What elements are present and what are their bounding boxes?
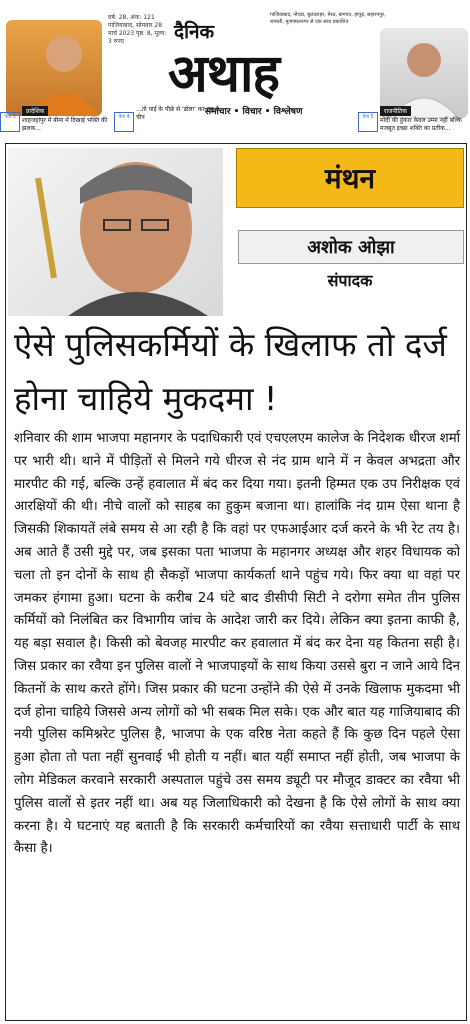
article-headline: ऐसे पुलिसकर्मियों के खिलाफ तो दर्ज होना चाहिये मुकदमा ! — [14, 325, 447, 418]
page-ref: पेज 4 — [114, 112, 134, 132]
teaser-tag: प्रादेशिक — [22, 106, 48, 116]
edition-meta: वर्ष: 28, अंक: 121 गाजियाबाद, सोमवार 28 मार्च 2023 पृष्ठ: 8, मूल्य: 3 रुपए — [108, 14, 167, 45]
author-name: अशोक ओझा — [307, 237, 395, 258]
author-designation-box — [238, 266, 462, 294]
teaser-text: ...तो पाई के पीछे से 'ढोला' कर रहा है चीन — [136, 106, 219, 121]
tagline: समाचार • विचार • विश्लेषण — [205, 107, 303, 117]
teaser-text: शाहजहांपुर में बीमा में दिखाई भक्ति की झलक... — [22, 117, 108, 132]
edition-areas: गाजियाबाद, नोएडा, बुलंदशहर, मेरठ, बागपत, हापुड़, सहारनपुर, शामली, मुजफ्फरनगर से एक साथ प्रकाशित — [270, 12, 386, 25]
author-portrait-icon — [8, 148, 223, 316]
teaser-text: मोदी की हुंकार केवल उम्मा नहीं बल्कि मजबूत इच्छा शक्ति का प्रतीक... — [380, 117, 462, 132]
author-photo — [8, 148, 223, 316]
teaser-item[interactable] — [358, 98, 470, 132]
teaser-item[interactable] — [0, 98, 112, 132]
column-label-text: मंथन — [324, 162, 376, 195]
author-designation: संपादक — [327, 271, 373, 290]
newspaper-logo: अथाह — [168, 43, 280, 104]
page-ref: पेज 3 — [0, 112, 20, 132]
article-body: शनिवार की शाम भाजपा महानगर के पदाधिकारी एवं एचएलएम कालेज के निदेशक धीरज शर्मा पर भारी थी। थाने में पीड़ितों से मिलने गये धीरज से नंद ग्राम थाने में न केवल अभद्रता और मारपीट की गई, बल्कि उन्हें हवालात में बंद कर दिया गया। इतनी हिम्मत एक उप निरीक्षक एवं आरक्षियों की थी। नीचे वालों को साहब का हुकुम बजाना था। हालांकि नंद ग्राम ऐसा थाना है जिसकी शिकायतें लंबे समय से आ रही है कि वहां पर एफआईआर दर्ज करने के भी रेट तय है। अब आते हैं उसी मुद्दे पर, जब इसका पता भाजपा के महानगर अध्यक्ष और शहर विधायक को चला तो इन दोनों के साथ ही सैकड़ों भाजपा कार्यकर्ता थाने पहुंच गये। फिर क्या था वहां पर जमकर हंगामा हुआ। घटना के करीब 24 घंटे बाद डीसीपी सिटी ने दरोगा समेत तीन पुलिस कर्मियों को निलंबित कर विभागीय जांच के आदेश जारी कर दिये। लेकिन क्या इतना काफी है, यह बड़ा सवाल है। किसी को बेवजह मारपीट कर हवालात में बंद कर देना यह कितना सही है। जिस प्रकार का रवैया इन पुलिस वालों ने भाजपाइयों के साथ किया उससे बुरा न जाने आये दिन कितनों के साथ करते होंगे। जिस प्रकार की घटना उन्होंने की ऐसे में उनके खिलाफ मुकदमा भी दर्ज होना चाहिये जिससे अन्य लोगों को भी सबक मिल सके। एक और बात यह गाजियाबाद की नयी पुलिस कमिश्नरेट पुलिस है, भाजपा के एक वरिष्ठ नेता कहते हैं कि कुछ दिन पहले ऐसा हुआ होता तो पता नहीं सुनवाई भी होती य नहीं। बात यहीं समाप्त नहीं होती, जब भाजपा के लोग मेडिकल करवाने सरकारी अस्पताल पहुंचे उस समय ड्यूटी पर मौजूद डाक्टर का रवैया भी पुलिस वालों से इतर नहीं था। अब यह जिलाधिकारी को देखना है कि ऐसे लोगों के साथ क्या करना है। ये घटनाएं यह बताती है कि सरकारी कर्मचारियों का रवैया सत्ताधारी पार्टी के साथ कैसा है। — [14, 431, 460, 857]
teaser-strip — [0, 98, 470, 132]
teaser-item[interactable] — [114, 98, 226, 132]
teaser-tag: राजनीतिक — [380, 106, 411, 116]
logo-prefix: दैनिक — [174, 21, 215, 43]
page-ref: पेज 5 — [358, 112, 378, 132]
column-label — [236, 148, 464, 208]
author-name-box — [238, 230, 464, 264]
